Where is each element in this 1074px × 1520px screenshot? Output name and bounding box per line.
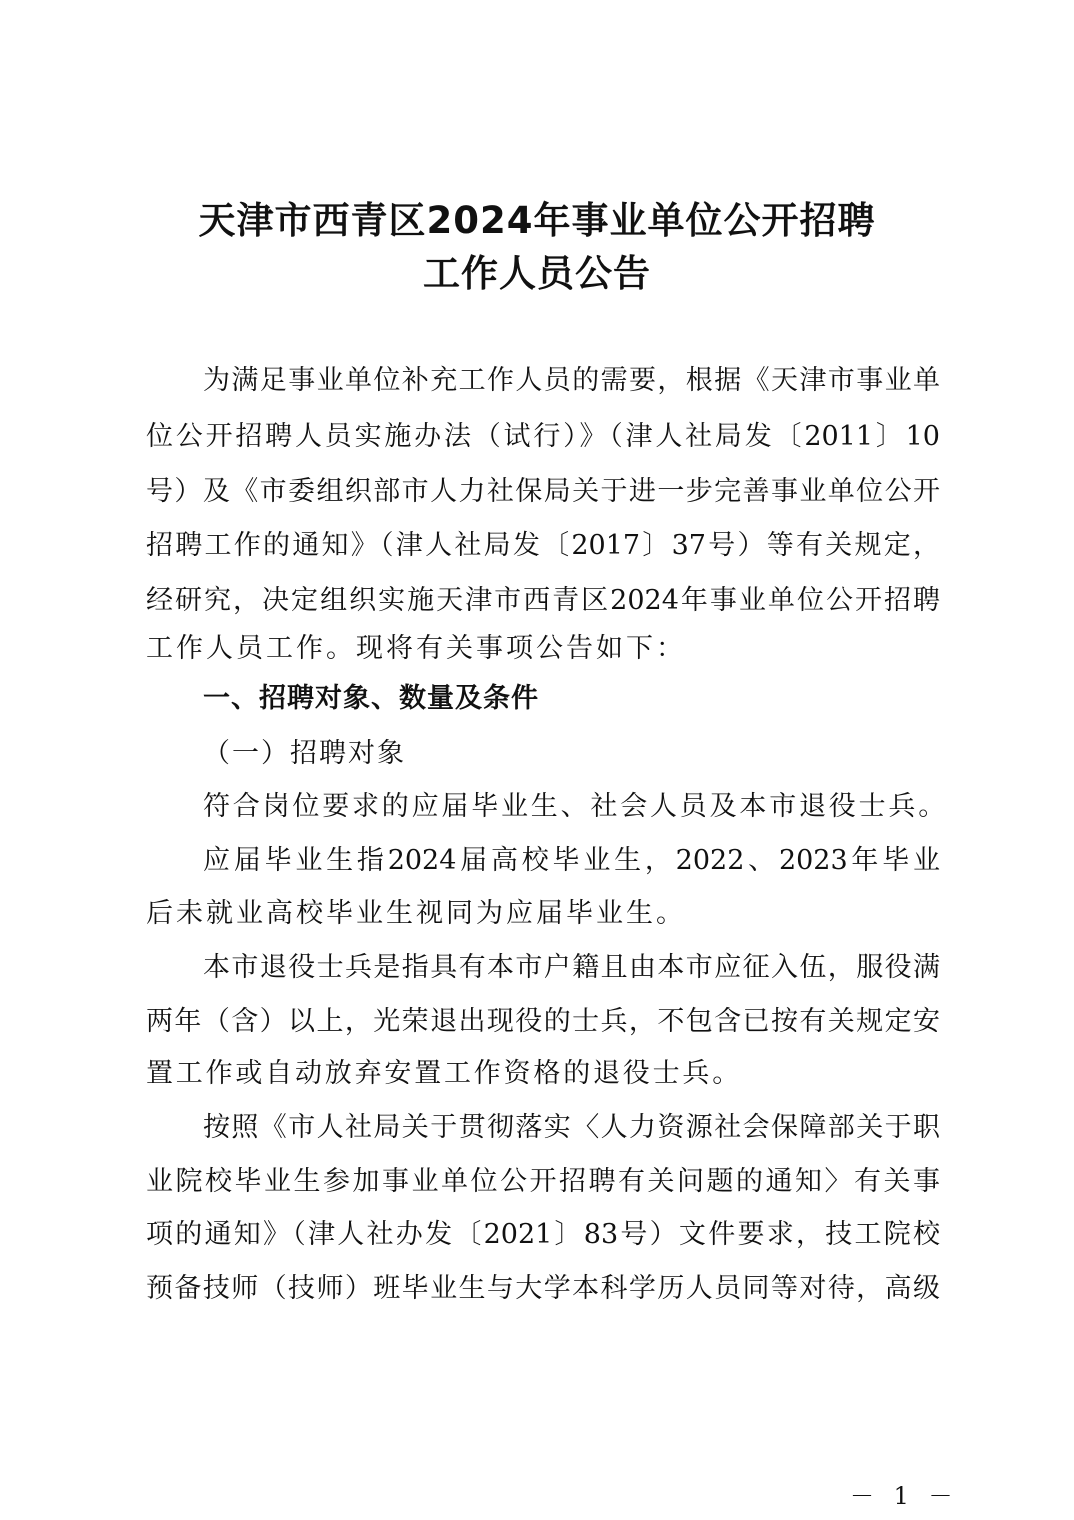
- document-title-line-2: 工作人员公告: [423, 252, 651, 295]
- paragraph-line: 应届毕业生指2024届高校毕业生，2022、2023年毕业: [203, 845, 940, 876]
- paragraph-line: 位公开招聘人员实施办法（试行）》（津人社局发〔2011〕10: [146, 421, 940, 452]
- paragraph-line: 置工作或自动放弃安置工作资格的退役士兵。: [146, 1058, 742, 1089]
- paragraph-line: 两年（含）以上，光荣退出现役的士兵，不包含已按有关规定安: [146, 1006, 940, 1037]
- paragraph-line: 号）及《市委组织部市人力社保局关于进一步完善事业单位公开: [146, 476, 940, 507]
- paragraph-line: 后未就业高校毕业生视同为应届毕业生。: [146, 898, 686, 929]
- document-title-line-1: 天津市西青区2024年事业单位公开招聘: [198, 199, 876, 242]
- paragraph-line: 为满足事业单位补充工作人员的需要，根据《天津市事业单: [203, 365, 940, 396]
- paragraph-line: 预备技师（技师）班毕业生与大学本科学历人员同等对待，高级: [146, 1273, 940, 1304]
- paragraph-line: 本市退役士兵是指具有本市户籍且由本市应征入伍，服役满: [203, 952, 940, 983]
- paragraph-line: 经研究，决定组织实施天津市西青区2024年事业单位公开招聘: [146, 585, 940, 616]
- paragraph-line: 符合岗位要求的应届毕业生、社会人员及本市退役士兵。: [203, 791, 948, 822]
- paragraph-line: 项的通知》（津人社办发〔2021〕83号）文件要求，技工院校: [146, 1219, 940, 1250]
- paragraph-line: 按照《市人社局关于贯彻落实〈人力资源社会保障部关于职: [203, 1112, 940, 1143]
- paragraph-line: 工作人员工作。现将有关事项公告如下：: [146, 633, 686, 664]
- page-number: － 1 －: [850, 1482, 959, 1510]
- paragraph-line: 招聘工作的通知》（津人社局发〔2017〕37号）等有关规定，: [146, 530, 940, 561]
- subsection-heading: （一）招聘对象: [203, 738, 406, 769]
- paragraph-line: 业院校毕业生参加事业单位公开招聘有关问题的通知〉有关事: [146, 1166, 940, 1197]
- section-heading: 一、招聘对象、数量及条件: [203, 683, 539, 714]
